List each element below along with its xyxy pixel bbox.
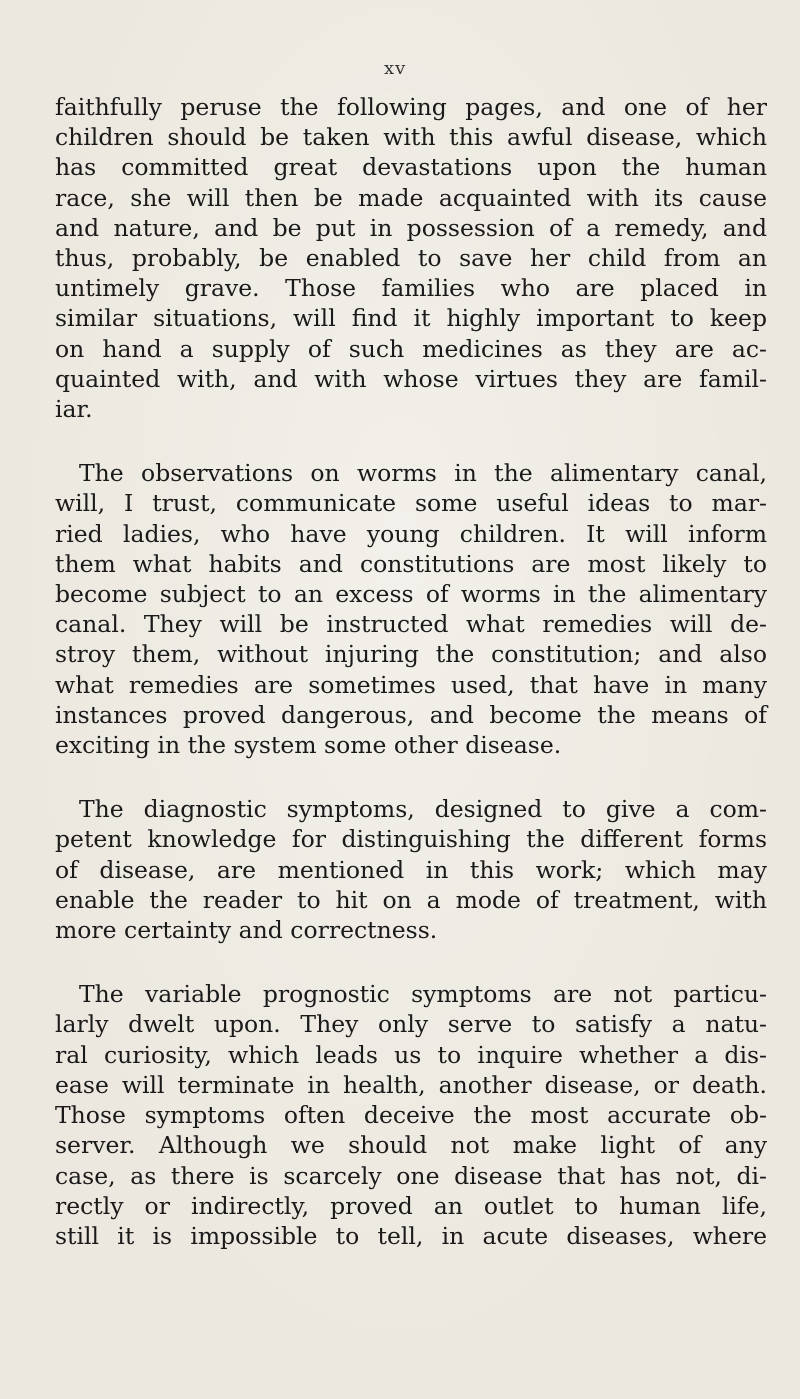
text-line: quainted with, and with whose virtues they are famil- bbox=[55, 364, 767, 393]
text-line: petent knowledge for distinguishing the different forms bbox=[55, 825, 767, 854]
text-line: still it is impossible to tell, in acute diseases, where bbox=[55, 1221, 767, 1250]
text-line: thus, probably, be enabled to save her child from an bbox=[55, 244, 767, 273]
text-line: ease will terminate in health, another disease, or death. bbox=[55, 1070, 767, 1099]
text-line: and nature, and be put in possession of a remedy, and bbox=[55, 213, 767, 242]
paragraph-4 bbox=[55, 979, 767, 1251]
text-line: race, she will then be made acquainted with its cause bbox=[55, 183, 767, 212]
paragraph-3 bbox=[55, 794, 767, 945]
text-line: untimely grave. Those families who are placed in bbox=[55, 274, 767, 303]
page-number: xv bbox=[384, 58, 407, 79]
text-line: exciting in the system some other disease. bbox=[55, 731, 562, 760]
text-line: Those symptoms often deceive the most accurate ob- bbox=[55, 1101, 767, 1130]
text-line: stroy them, without injuring the constitution; and also bbox=[55, 640, 767, 669]
text-line: has committed great devastations upon the human bbox=[55, 153, 767, 182]
text-line: enable the reader to hit on a mode of treatment, with bbox=[55, 885, 767, 914]
text-line: children should be taken with this awful disease, which bbox=[55, 123, 767, 152]
text-line: ried ladies, who have young children. It will inform bbox=[55, 519, 767, 548]
text-line: case, as there is scarcely one disease that has not, di- bbox=[55, 1161, 767, 1190]
text-line: The diagnostic symptoms, designed to give a com- bbox=[79, 795, 767, 824]
body-text bbox=[55, 92, 767, 1285]
text-line: instances proved dangerous, and become the means of bbox=[55, 700, 767, 729]
text-line: them what habits and constitutions are most likely to bbox=[55, 549, 767, 578]
text-line: The variable prognostic symptoms are not particu- bbox=[79, 980, 767, 1009]
text-line: canal. They will be instructed what remedies will de- bbox=[55, 610, 767, 639]
text-line: what remedies are sometimes used, that have in many bbox=[55, 670, 767, 699]
text-line: similar situations, will find it highly important to keep bbox=[55, 304, 767, 333]
text-line: become subject to an excess of worms in the alimentary bbox=[55, 580, 767, 609]
text-line: server. Although we should not make light of any bbox=[55, 1131, 767, 1160]
text-line: The observations on worms in the alimentary canal, bbox=[79, 459, 767, 488]
text-line: ral curiosity, which leads us to inquire whether a dis- bbox=[55, 1040, 767, 1069]
text-line: on hand a supply of such medicines as they are ac- bbox=[55, 334, 767, 363]
text-line: will, I trust, communicate some useful ideas to mar- bbox=[55, 489, 767, 518]
text-line: more certainty and correctness. bbox=[55, 916, 438, 945]
text-line: of disease, are mentioned in this work; which may bbox=[55, 855, 767, 884]
text-line: faithfully peruse the following pages, and one of her bbox=[55, 93, 767, 121]
text-line: rectly or indirectly, proved an outlet to human life, bbox=[55, 1191, 767, 1220]
paragraph-2 bbox=[55, 458, 767, 760]
text-line: larly dwelt upon. They only serve to satisfy a natu- bbox=[55, 1010, 767, 1039]
paragraph-1 bbox=[55, 92, 767, 424]
text-line: iar. bbox=[55, 395, 93, 424]
